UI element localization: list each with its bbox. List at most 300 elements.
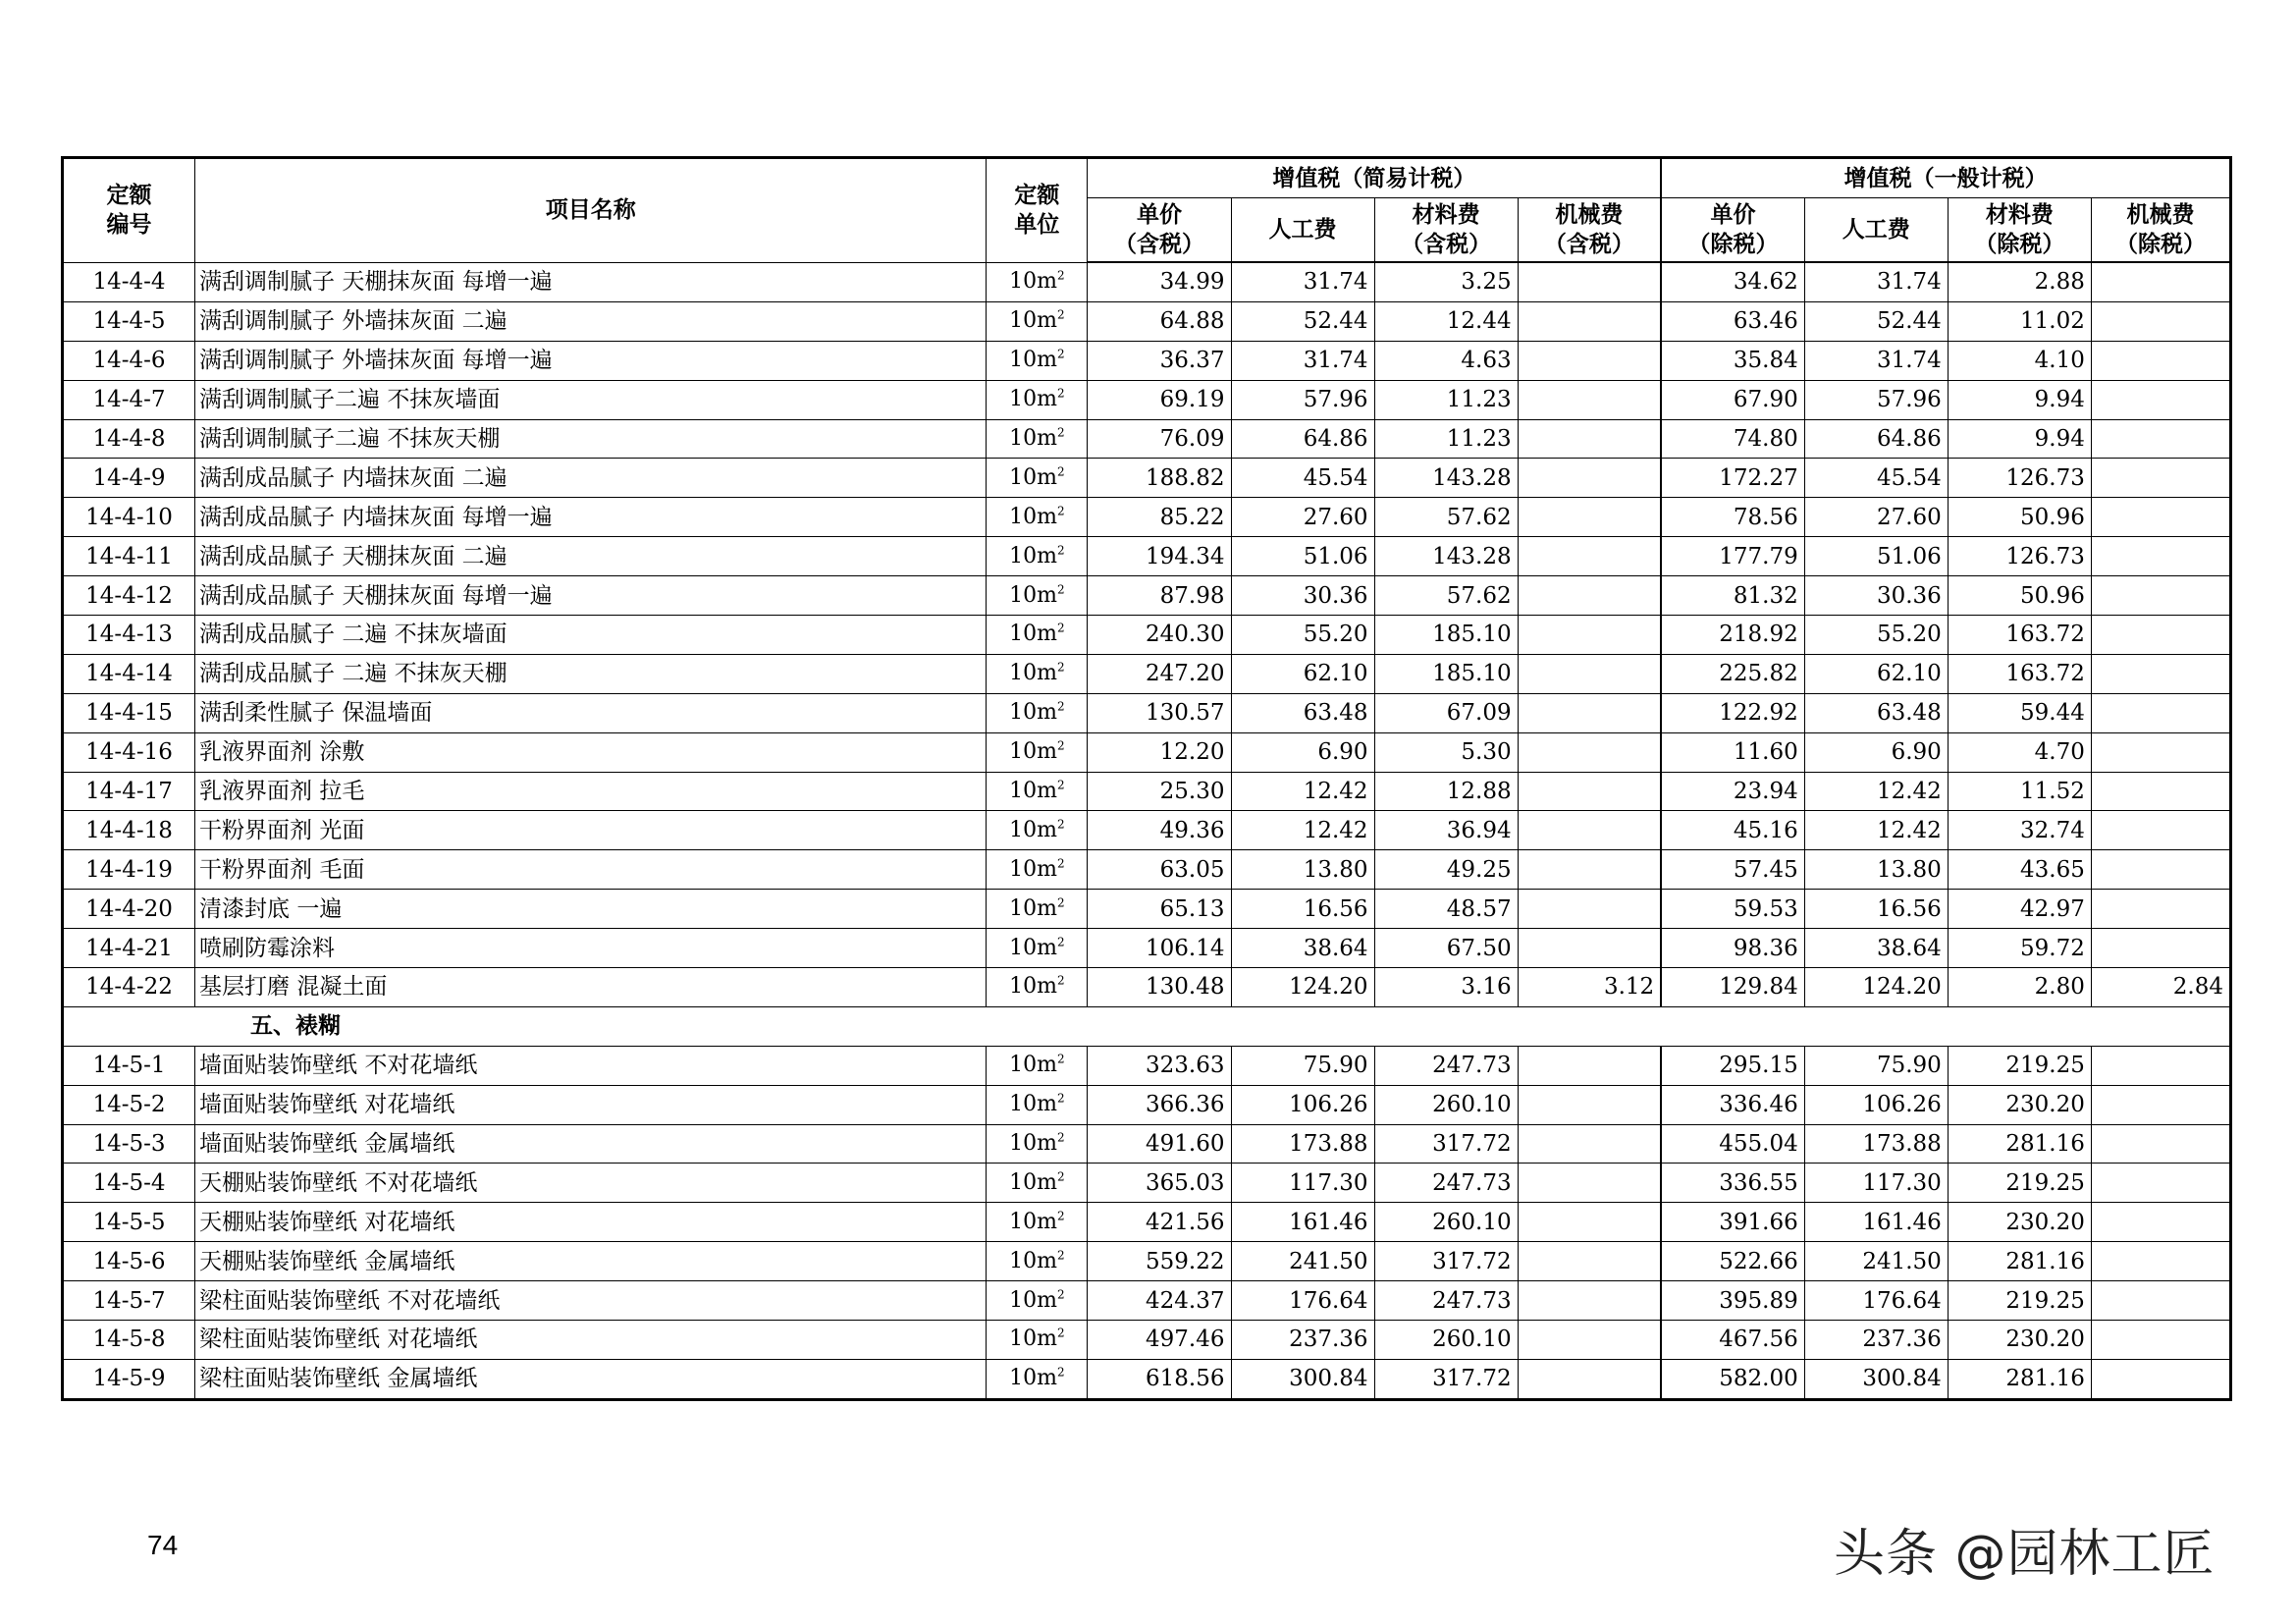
unit-text: 10m (1009, 504, 1058, 529)
unit-superscript: 2 (1057, 738, 1065, 753)
cell-machine-incl (1518, 1085, 1661, 1124)
cell-machine-incl (1518, 1281, 1661, 1321)
cell-labor-cost: 51.06 (1231, 537, 1374, 576)
table-row (63, 1359, 2231, 1399)
cell-unit (987, 850, 1088, 890)
header-machine-excl: 机械费 （除税） (2091, 198, 2230, 263)
cell-material-excl: 126.73 (1948, 459, 2091, 498)
cell-material-excl: 59.72 (1948, 929, 2091, 968)
unit-text: 10m (1009, 1169, 1058, 1195)
unit-superscript: 2 (1057, 622, 1065, 636)
cell-material-incl: 49.25 (1374, 850, 1518, 890)
cell-labor-cost: 55.20 (1231, 616, 1374, 655)
cell-labor-cost: 45.54 (1231, 459, 1374, 498)
cell-machine-incl (1518, 380, 1661, 419)
cell-machine-excl (2091, 890, 2230, 929)
section-row (63, 1006, 2231, 1046)
cell-labor-cost-2: 55.20 (1804, 616, 1948, 655)
table-row (63, 929, 2231, 968)
cell-machine-excl (2091, 262, 2230, 301)
cell-code: 14-4-22 (63, 968, 195, 1007)
cell-machine-excl: 2.84 (2091, 968, 2230, 1007)
table-row (63, 811, 2231, 850)
cell-code: 14-4-21 (63, 929, 195, 968)
unit-superscript: 2 (1057, 1248, 1065, 1263)
cell-item-name: 墙面贴装饰壁纸 金属墙纸 (195, 1124, 987, 1164)
unit-superscript: 2 (1057, 895, 1065, 910)
cell-unit-price-incl: 130.48 (1088, 968, 1231, 1007)
cell-unit-price-incl: 424.37 (1088, 1281, 1231, 1321)
cell-item-name: 乳液界面剂 拉毛 (195, 772, 987, 811)
cell-unit-price-excl: 57.45 (1661, 850, 1804, 890)
cell-machine-excl (2091, 419, 2230, 459)
table-row (63, 654, 2231, 693)
header-group-general-tax: 增值税（一般计税） (1661, 158, 2230, 198)
cell-item-name: 墙面贴装饰壁纸 不对花墙纸 (195, 1046, 987, 1085)
cell-unit (987, 1242, 1088, 1281)
cell-item-name: 满刮调制腻子 外墙抹灰面 二遍 (195, 301, 987, 341)
cell-code: 14-4-13 (63, 616, 195, 655)
cell-material-excl: 126.73 (1948, 537, 2091, 576)
cell-labor-cost: 31.74 (1231, 262, 1374, 301)
header-machine-incl: 机械费 （含税） (1518, 198, 1661, 263)
cell-unit (987, 1281, 1088, 1321)
cell-material-incl: 247.73 (1374, 1164, 1518, 1203)
cell-unit (987, 968, 1088, 1007)
unit-text: 10m (1009, 935, 1058, 960)
cell-item-name: 干粉界面剂 毛面 (195, 850, 987, 890)
cell-machine-excl (2091, 380, 2230, 419)
unit-text: 10m (1009, 269, 1058, 295)
cell-machine-excl (2091, 811, 2230, 850)
header-unit: 定额 单位 (987, 158, 1088, 263)
cell-material-excl: 42.97 (1948, 890, 2091, 929)
cell-labor-cost-2: 64.86 (1804, 419, 1948, 459)
cell-material-excl: 219.25 (1948, 1164, 2091, 1203)
cell-unit-price-incl: 323.63 (1088, 1046, 1231, 1085)
cell-unit-price-incl: 76.09 (1088, 419, 1231, 459)
cell-item-name: 干粉界面剂 光面 (195, 811, 987, 850)
cell-item-name: 喷刷防霉涂料 (195, 929, 987, 968)
cell-unit-price-excl: 177.79 (1661, 537, 1804, 576)
cell-unit-price-incl: 194.34 (1088, 537, 1231, 576)
cell-unit (987, 498, 1088, 537)
cell-material-excl: 50.96 (1948, 576, 2091, 616)
cell-unit-price-incl: 421.56 (1088, 1203, 1231, 1242)
cell-code: 14-4-20 (63, 890, 195, 929)
cell-labor-cost: 31.74 (1231, 341, 1374, 380)
cell-labor-cost: 16.56 (1231, 890, 1374, 929)
cell-unit-price-excl: 129.84 (1661, 968, 1804, 1007)
cell-material-incl: 3.25 (1374, 262, 1518, 301)
cell-machine-incl (1518, 1203, 1661, 1242)
cell-machine-incl (1518, 1164, 1661, 1203)
cell-material-incl: 57.62 (1374, 576, 1518, 616)
cell-labor-cost-2: 241.50 (1804, 1242, 1948, 1281)
cell-material-excl: 2.88 (1948, 262, 2091, 301)
cell-unit (987, 1164, 1088, 1203)
cell-labor-cost: 12.42 (1231, 772, 1374, 811)
cell-material-incl: 185.10 (1374, 654, 1518, 693)
cell-code: 14-4-4 (63, 262, 195, 301)
cell-unit (987, 1359, 1088, 1399)
cell-unit-price-incl: 491.60 (1088, 1124, 1231, 1164)
cell-material-incl: 185.10 (1374, 616, 1518, 655)
cell-code: 14-5-6 (63, 1242, 195, 1281)
cell-unit-price-incl: 366.36 (1088, 1085, 1231, 1124)
cell-material-excl: 163.72 (1948, 654, 2091, 693)
cell-machine-incl (1518, 732, 1661, 772)
cell-machine-excl (2091, 929, 2230, 968)
cell-labor-cost: 241.50 (1231, 1242, 1374, 1281)
cell-code: 14-4-19 (63, 850, 195, 890)
cell-code: 14-5-5 (63, 1203, 195, 1242)
page-number: 74 (147, 1530, 179, 1560)
cell-unit-price-excl: 455.04 (1661, 1124, 1804, 1164)
cell-machine-incl (1518, 498, 1661, 537)
table-header (63, 158, 2231, 263)
cell-labor-cost-2: 161.46 (1804, 1203, 1948, 1242)
cell-labor-cost: 300.84 (1231, 1359, 1374, 1399)
cell-unit-price-incl: 559.22 (1088, 1242, 1231, 1281)
unit-superscript: 2 (1057, 543, 1065, 558)
cell-code: 14-4-12 (63, 576, 195, 616)
unit-superscript: 2 (1057, 386, 1065, 401)
cell-material-incl: 57.62 (1374, 498, 1518, 537)
cell-unit (987, 1124, 1088, 1164)
section-title: 五、裱糊 (63, 1006, 2231, 1046)
cell-unit-price-incl: 49.36 (1088, 811, 1231, 850)
unit-text: 10m (1009, 387, 1058, 412)
table-row (63, 772, 2231, 811)
cell-unit (987, 1203, 1088, 1242)
cell-code: 14-4-8 (63, 419, 195, 459)
cell-unit-price-excl: 81.32 (1661, 576, 1804, 616)
cell-material-excl: 230.20 (1948, 1085, 2091, 1124)
cell-machine-incl (1518, 459, 1661, 498)
cell-machine-excl (2091, 537, 2230, 576)
cell-item-name: 满刮柔性腻子 保温墙面 (195, 693, 987, 732)
cell-code: 14-4-10 (63, 498, 195, 537)
cell-item-name: 满刮成品腻子 天棚抹灰面 每增一遍 (195, 576, 987, 616)
header-material-excl: 材料费 （除税） (1948, 198, 2091, 263)
cell-item-name: 天棚贴装饰壁纸 对花墙纸 (195, 1203, 987, 1242)
cell-code: 14-5-4 (63, 1164, 195, 1203)
cell-labor-cost-2: 173.88 (1804, 1124, 1948, 1164)
cell-unit-price-incl: 69.19 (1088, 380, 1231, 419)
cell-machine-incl (1518, 1242, 1661, 1281)
cell-unit-price-excl: 336.46 (1661, 1085, 1804, 1124)
cell-labor-cost: 6.90 (1231, 732, 1374, 772)
cell-item-name: 梁柱面贴装饰壁纸 对花墙纸 (195, 1321, 987, 1360)
cell-labor-cost-2: 75.90 (1804, 1046, 1948, 1085)
cell-unit-price-excl: 67.90 (1661, 380, 1804, 419)
cell-code: 14-4-17 (63, 772, 195, 811)
cell-unit-price-incl: 63.05 (1088, 850, 1231, 890)
unit-text: 10m (1009, 1209, 1058, 1234)
cell-material-incl: 260.10 (1374, 1203, 1518, 1242)
cell-unit-price-incl: 12.20 (1088, 732, 1231, 772)
cell-labor-cost-2: 63.48 (1804, 693, 1948, 732)
cell-labor-cost: 237.36 (1231, 1321, 1374, 1360)
cell-item-name: 天棚贴装饰壁纸 不对花墙纸 (195, 1164, 987, 1203)
unit-superscript: 2 (1057, 778, 1065, 792)
cell-labor-cost-2: 52.44 (1804, 301, 1948, 341)
cell-labor-cost-2: 16.56 (1804, 890, 1948, 929)
cell-machine-excl (2091, 498, 2230, 537)
cell-unit (987, 1046, 1088, 1085)
cell-code: 14-5-3 (63, 1124, 195, 1164)
cell-item-name: 满刮成品腻子 二遍 不抹灰墙面 (195, 616, 987, 655)
cell-unit (987, 811, 1088, 850)
cell-material-excl: 4.10 (1948, 341, 2091, 380)
cell-labor-cost-2: 62.10 (1804, 654, 1948, 693)
cell-machine-excl (2091, 1242, 2230, 1281)
unit-superscript: 2 (1057, 1091, 1065, 1106)
cell-unit-price-excl: 225.82 (1661, 654, 1804, 693)
cell-unit (987, 693, 1088, 732)
cell-unit-price-incl: 36.37 (1088, 341, 1231, 380)
cell-code: 14-4-5 (63, 301, 195, 341)
cell-code: 14-4-11 (63, 537, 195, 576)
cell-item-name: 天棚贴装饰壁纸 金属墙纸 (195, 1242, 987, 1281)
cell-material-incl: 12.88 (1374, 772, 1518, 811)
unit-text: 10m (1009, 661, 1058, 686)
cell-material-excl: 219.25 (1948, 1046, 2091, 1085)
cell-unit-price-excl: 11.60 (1661, 732, 1804, 772)
cell-unit-price-excl: 218.92 (1661, 616, 1804, 655)
cell-item-name: 乳液界面剂 涂敷 (195, 732, 987, 772)
unit-text: 10m (1009, 582, 1058, 608)
cell-code: 14-5-9 (63, 1359, 195, 1399)
table-row (63, 1046, 2231, 1085)
cell-material-incl: 143.28 (1374, 459, 1518, 498)
cell-unit (987, 654, 1088, 693)
cell-unit (987, 616, 1088, 655)
unit-superscript: 2 (1057, 1130, 1065, 1145)
cell-unit-price-excl: 63.46 (1661, 301, 1804, 341)
cell-code: 14-5-7 (63, 1281, 195, 1321)
cell-labor-cost-2: 176.64 (1804, 1281, 1948, 1321)
cell-machine-excl (2091, 1203, 2230, 1242)
cell-unit-price-excl: 35.84 (1661, 341, 1804, 380)
unit-text: 10m (1009, 1366, 1058, 1391)
cell-unit-price-incl: 188.82 (1088, 459, 1231, 498)
cell-labor-cost-2: 45.54 (1804, 459, 1948, 498)
cell-material-incl: 67.50 (1374, 929, 1518, 968)
unit-text: 10m (1009, 895, 1058, 921)
cell-machine-excl (2091, 1046, 2230, 1085)
cell-unit-price-excl: 336.55 (1661, 1164, 1804, 1203)
cell-code: 14-4-15 (63, 693, 195, 732)
unit-superscript: 2 (1057, 1169, 1065, 1184)
cell-labor-cost-2: 106.26 (1804, 1085, 1948, 1124)
unit-text: 10m (1009, 739, 1058, 765)
cell-code: 14-4-16 (63, 732, 195, 772)
cell-material-excl: 11.02 (1948, 301, 2091, 341)
unit-text: 10m (1009, 817, 1058, 842)
cell-unit-price-excl: 122.92 (1661, 693, 1804, 732)
cell-labor-cost: 12.42 (1231, 811, 1374, 850)
cell-unit-price-incl: 34.99 (1088, 262, 1231, 301)
cell-unit-price-excl: 582.00 (1661, 1359, 1804, 1399)
cell-machine-excl (2091, 1359, 2230, 1399)
table-row (63, 1281, 2231, 1321)
table-row (63, 1321, 2231, 1360)
unit-text: 10m (1009, 1287, 1058, 1313)
cell-material-excl: 230.20 (1948, 1321, 2091, 1360)
cell-item-name: 满刮成品腻子 内墙抹灰面 二遍 (195, 459, 987, 498)
cell-labor-cost-2: 300.84 (1804, 1359, 1948, 1399)
cell-unit (987, 1085, 1088, 1124)
cell-labor-cost-2: 6.90 (1804, 732, 1948, 772)
cell-material-incl: 67.09 (1374, 693, 1518, 732)
unit-superscript: 2 (1057, 425, 1065, 440)
unit-text: 10m (1009, 543, 1058, 568)
table-row (63, 341, 2231, 380)
cell-unit (987, 459, 1088, 498)
cell-unit-price-incl: 64.88 (1088, 301, 1231, 341)
table-row (63, 301, 2231, 341)
table-row (63, 576, 2231, 616)
cell-material-excl: 281.16 (1948, 1242, 2091, 1281)
cell-unit (987, 301, 1088, 341)
cell-material-excl: 230.20 (1948, 1203, 2091, 1242)
cell-labor-cost-2: 31.74 (1804, 262, 1948, 301)
unit-text: 10m (1009, 348, 1058, 373)
cell-material-excl: 59.44 (1948, 693, 2091, 732)
unit-superscript: 2 (1057, 1209, 1065, 1223)
cell-labor-cost: 27.60 (1231, 498, 1374, 537)
unit-superscript: 2 (1057, 1287, 1065, 1302)
cell-code: 14-4-18 (63, 811, 195, 850)
cell-material-excl: 219.25 (1948, 1281, 2091, 1321)
cell-machine-incl (1518, 929, 1661, 968)
cell-machine-incl (1518, 537, 1661, 576)
cell-machine-incl (1518, 301, 1661, 341)
unit-superscript: 2 (1057, 268, 1065, 283)
header-group-simple-tax: 增值税（简易计税） (1088, 158, 1661, 198)
cell-material-incl: 260.10 (1374, 1085, 1518, 1124)
quota-table-container (61, 156, 2232, 1401)
table-row (63, 419, 2231, 459)
cell-machine-excl (2091, 732, 2230, 772)
unit-text: 10m (1009, 1248, 1058, 1273)
cell-code: 14-5-2 (63, 1085, 195, 1124)
cell-machine-incl (1518, 772, 1661, 811)
cell-item-name: 梁柱面贴装饰壁纸 金属墙纸 (195, 1359, 987, 1399)
cell-machine-incl: 3.12 (1518, 968, 1661, 1007)
cell-machine-incl (1518, 811, 1661, 850)
unit-text: 10m (1009, 308, 1058, 334)
cell-item-name: 清漆封底 一遍 (195, 890, 987, 929)
unit-superscript: 2 (1057, 935, 1065, 949)
cell-unit-price-incl: 65.13 (1088, 890, 1231, 929)
header-unit-price-excl: 单价 （除税） (1661, 198, 1804, 263)
unit-text: 10m (1009, 1131, 1058, 1157)
cell-machine-incl (1518, 1046, 1661, 1085)
cell-code: 14-4-6 (63, 341, 195, 380)
header-unit-price-incl: 单价 （含税） (1088, 198, 1231, 263)
cell-labor-cost-2: 12.42 (1804, 811, 1948, 850)
cell-machine-excl (2091, 341, 2230, 380)
cell-code: 14-4-9 (63, 459, 195, 498)
cell-labor-cost-2: 57.96 (1804, 380, 1948, 419)
cell-material-excl: 43.65 (1948, 850, 2091, 890)
cell-unit-price-incl: 106.14 (1088, 929, 1231, 968)
cell-machine-incl (1518, 262, 1661, 301)
cell-material-incl: 3.16 (1374, 968, 1518, 1007)
cell-unit-price-excl: 98.36 (1661, 929, 1804, 968)
cell-item-name: 梁柱面贴装饰壁纸 不对花墙纸 (195, 1281, 987, 1321)
cell-unit-price-excl: 522.66 (1661, 1242, 1804, 1281)
cell-labor-cost: 38.64 (1231, 929, 1374, 968)
unit-superscript: 2 (1057, 308, 1065, 322)
unit-superscript: 2 (1057, 464, 1065, 479)
cell-labor-cost: 106.26 (1231, 1085, 1374, 1124)
unit-text: 10m (1009, 622, 1058, 647)
cell-labor-cost: 57.96 (1231, 380, 1374, 419)
unit-superscript: 2 (1057, 347, 1065, 361)
cell-labor-cost-2: 12.42 (1804, 772, 1948, 811)
cell-unit-price-incl: 130.57 (1088, 693, 1231, 732)
cell-unit-price-excl: 391.66 (1661, 1203, 1804, 1242)
cell-item-name: 墙面贴装饰壁纸 对花墙纸 (195, 1085, 987, 1124)
cell-unit (987, 341, 1088, 380)
cell-unit-price-incl: 618.56 (1088, 1359, 1231, 1399)
cell-labor-cost-2: 13.80 (1804, 850, 1948, 890)
cell-labor-cost: 176.64 (1231, 1281, 1374, 1321)
cell-unit (987, 380, 1088, 419)
cell-code: 14-5-1 (63, 1046, 195, 1085)
cell-machine-incl (1518, 1321, 1661, 1360)
cell-material-excl: 9.94 (1948, 419, 2091, 459)
cell-machine-excl (2091, 576, 2230, 616)
cell-machine-excl (2091, 459, 2230, 498)
cell-machine-incl (1518, 850, 1661, 890)
header-labor-cost: 人工费 (1231, 198, 1374, 263)
cell-labor-cost-2: 237.36 (1804, 1321, 1948, 1360)
cell-material-incl: 247.73 (1374, 1281, 1518, 1321)
watermark-text: 头条 @园林工匠 (1834, 1525, 2216, 1584)
unit-superscript: 2 (1057, 1366, 1065, 1380)
cell-material-incl: 11.23 (1374, 380, 1518, 419)
cell-unit (987, 419, 1088, 459)
cell-machine-excl (2091, 850, 2230, 890)
cell-material-incl: 11.23 (1374, 419, 1518, 459)
table-row (63, 1164, 2231, 1203)
unit-superscript: 2 (1057, 1326, 1065, 1341)
cell-unit-price-incl: 87.98 (1088, 576, 1231, 616)
cell-material-incl: 143.28 (1374, 537, 1518, 576)
unit-text: 10m (1009, 426, 1058, 451)
unit-text: 10m (1009, 1092, 1058, 1117)
cell-unit (987, 732, 1088, 772)
cell-labor-cost: 13.80 (1231, 850, 1374, 890)
table-row (63, 693, 2231, 732)
quota-price-table (61, 156, 2232, 1401)
cell-machine-excl (2091, 1321, 2230, 1360)
cell-labor-cost: 173.88 (1231, 1124, 1374, 1164)
cell-unit-price-incl: 240.30 (1088, 616, 1231, 655)
cell-machine-incl (1518, 1124, 1661, 1164)
unit-superscript: 2 (1057, 817, 1065, 832)
cell-unit-price-excl: 78.56 (1661, 498, 1804, 537)
cell-labor-cost-2: 51.06 (1804, 537, 1948, 576)
cell-unit-price-excl: 295.15 (1661, 1046, 1804, 1085)
cell-machine-incl (1518, 1359, 1661, 1399)
cell-code: 14-4-14 (63, 654, 195, 693)
